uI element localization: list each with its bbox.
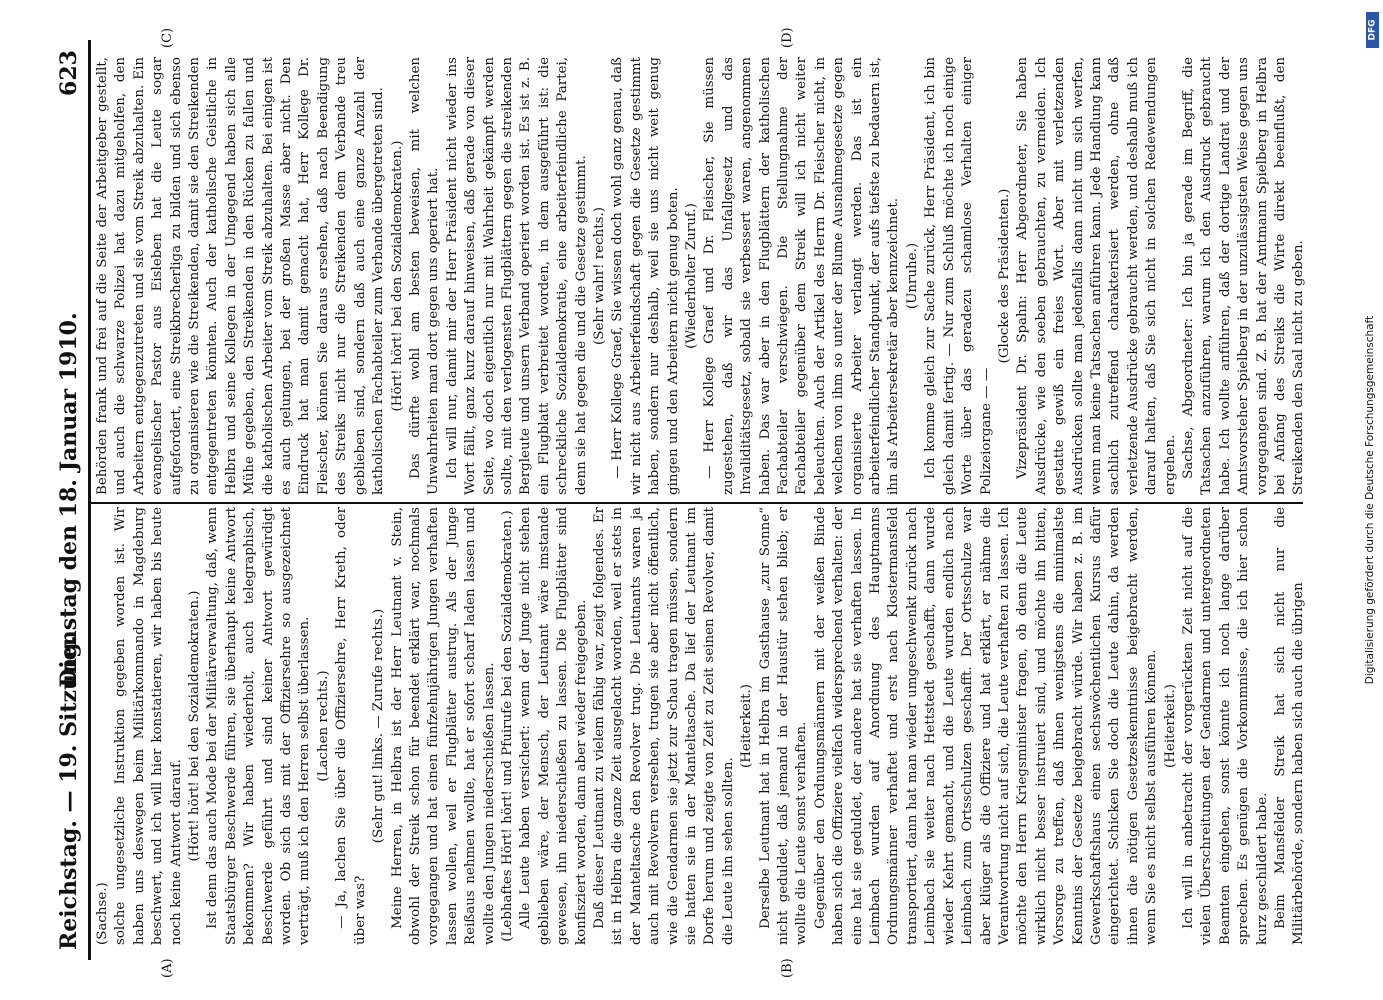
paragraph: Ist denn das auch Mode bei der Militärverwaltung, daß, wenn Staatsbürger Beschwerde führen, sie überhaupt keine Antwort bekommen? Wir haben wiederholt, auch telegraphisch, Beschwerde geführt und sind keiner Antwort gewürdigt worden. Ob sich das mit der Offiziersehre so ausgezeichnet verträgt, muß ich den Herren selbst überlassen.	[205, 507, 313, 945]
column-divider	[88, 502, 1303, 504]
dfg-logo: DFG	[1366, 12, 1379, 48]
paragraph: Meine Herren, in Helbra ist der Herr Leutnant v. Stein, obwohl der Streik schon für beendet erklärt war, nochmals vorgegangen und hat einen fünfzehnjährigen Jungen verhaften lassen wollen, weil er Flugblätter austrug. Als der Junge Reißaus nehmen wollte, hat er sofort scharf laden lassen und wollte den Jungen niederschießen lassen.	[389, 507, 497, 945]
paragraph: Daß dieser Leutnant zu vielem fähig war, zeigt folgendes. Er ist in Helbra die ganze Zeit ausgelacht worden, weil er stets in der Manteltasche den Revolver trug. Die Leutnants waren ja auch mit Revolvern versehen, trugen sie aber nicht öffentlich, wie die Gendarmen sie jetzt zur Schau tragen müssen, sondern sie hatten sie in der Manteltasche. Da lief der Leutnant im Dorfe herum und zeigte von Zeit zu Zeit seinen Revolver, damit die Leute ihn sehen sollten.	[591, 507, 736, 945]
margin-marker-d: (D)	[780, 27, 795, 48]
paragraph: Das dürfte wohl am besten beweisen, mit welchen Unwahrheiten man dort gegen uns operiert hat.	[407, 57, 442, 495]
paragraph: Alle Leute haben versichert: wenn der Junge nicht stehen geblieben wäre, der Mensch, der Leutnant wäre imstande gewesen, ihn niederschießen zu lassen. Die Flugblätter sind konfisziert worden, dann aber wieder freigegeben.	[518, 507, 589, 945]
margin-marker-c: (C)	[160, 27, 175, 48]
interjection: (Wiederholter Zuruf.)	[684, 203, 699, 349]
right-column	[94, 57, 1307, 495]
paragraph: Sachse, Abgeordneter: Ich bin ja gerade im Begriff, die Tatsachen anzuführen, warum ich den Ausdruck gebraucht habe. Ich wollte anführen, daß der dortige Landrat und der Amtsvorsteher Spielberg in der unzulässigsten Weise gegen uns vorgegangen sind. Z. B. hat der Amtmann Spielberg in Helbra bei Anfang des Streiks die Wirte direkt beeinflußt, den Streikenden den Saal nicht zu geben.	[1180, 57, 1307, 495]
interjection: (Hört! hört! bei den Sozialdemokraten.)	[187, 590, 203, 862]
interjection: (Lachen rechts.)	[315, 670, 331, 782]
paragraph: Ich komme gleich zur Sache zurück, Herr Präsident, ich bin gleich damit fertig. — Nur zum Schluß möchte ich noch einige Worte über das geradezu schamlose Verhalten einiger Polizeiorgane — —	[923, 57, 994, 495]
header-session: Reichstag. — 19. Sitzung.	[56, 634, 82, 950]
interjection: (Heiterkeit.)	[1162, 684, 1178, 768]
interjection: (Hört! hört! bei den Sozialdemokraten.)	[389, 140, 405, 412]
paragraph: — Ja, lachen Sie über die Offiziersehre, Herr Kreth, oder über was?	[334, 507, 368, 945]
paragraph: — Herr Kollege Graef und Dr. Fleischer, Sie müssen zugestehen, daß wir das Unfallgesetz und das Invaliditätsgesetz, sobald sie verbessert waren, angenommen haben. Das war aber in den Flugblättern der katholischen Fachabteiler verschwiegen. Die Stellungnahme der Fachabteiler gegenüber dem Streik will ich nicht weiter beleuchten. Auch der Artikel des Herrn Dr. Fleischer nicht, in welchem von ihm so unter der Blume Ausnahmegesetze gegen organisierte Arbeiter verlangt werden. Das ist ein arbeiterfeindlicher Standpunkt, der aufs tiefste zu bedauern ist, ihn als Arbeitersekretär aber kennzeichnet.	[702, 57, 902, 495]
page-number: 623	[56, 50, 82, 96]
paragraph: solche ungesetzliche Instruktion gegeben worden ist. Wir haben uns deswegen beim Militärkommando in Magdeburg beschwert, und ich will hier konstatieren, wir haben bis heute noch keine Antwort darauf.	[113, 507, 184, 945]
margin-marker-b: (B)	[780, 958, 795, 978]
interjection: (Sehr gut! links. — Zurufe rechts.)	[371, 608, 387, 844]
paragraph: — Herr Kollege Graef, Sie wissen doch wohl ganz genau, daß wir nicht aus Arbeiterfeindschaft gegen die Gesetze gestimmt haben, sondern nur deshalb, weil sie uns nicht weit genug gingen und den Arbeitern nicht genug boten.	[610, 57, 681, 495]
paragraph: (Sachse.)	[95, 882, 110, 945]
paragraph: Gegenüber den Ordnungsmännern mit der weißen Binde haben sich die Offiziere vielfach widersprechend verhalten: der eine hat sie geduldet, der andere hat sie verhaften lassen. In Leimbach wurden auf Anordnung des Hauptmanns Ordnungsmänner verhaftet und erst nach Klostermansfeld transportiert, dann hat man wieder umgeschwenkt zurück nach Leimbach sie weiter nach Hettstedt geschafft, dann wurde wieder Kehrt gemacht, und die Leute wurden endlich nach Leimbach zum Ortsschulzen geschafft. Der Ortsschulze war aber klüger als die Offiziere und hat erklärt, er nähme die Verantwortung nicht auf sich, die Leute verhaften zu lassen. Ich möchte den Herrn Kriegsminister fragen, ob denn die Leute wirklich nicht besser instruiert sind, und möchte ihn bitten, Vorsorge zu treffen, daß ihnen wenigstens die minimalste Kenntnis der Gesetze beigebracht würde. Wir haben z. B. im Gewerkschaftshaus einen sechswöchentlichen Kursus dafür eingerichtet. Schicken Sie doch die Leute dahin, da werden ihnen die nötigen Gesetzeskenntnisse beigebracht werden, wenn Sie es nicht selbst ausführen können.	[812, 507, 1160, 945]
paragraph: Ich will in anbetracht der vorgerückten Zeit nicht auf die vielen Überschreitungen der Gendarmen und untergeordneten Beamten eingehen, sonst könnte ich noch lange darüber sprechen. Es genügen die Vorkommnisse, die ich hier schon kurz geschildert habe.	[1180, 507, 1270, 945]
paragraph: Derselbe Leutnant hat in Helbra im Gasthause „zur Sonne“ nicht geduldet, daß jemand in der Haustür stehen blieb; er wollte die Leute sonst verhaften.	[757, 507, 810, 945]
interjection: (Sehr wahr! rechts.)	[591, 207, 607, 345]
paragraph: Behörden frank und frei auf die Seite der Arbeitgeber gestellt, und auch die schwarze Polizei hat dazu mitgeholfen, den Arbeitern entgegenzutreten und sie vom Streik abzuhalten. Ein evangelischer Pastor aus Eisleben hat die Leute sogar aufgefordert, eine Streikbrecherliga zu bilden und sich ebenso zu organisieren wie die Streikenden, damit sie den Streikenden entgegentreten könnten. Auch der katholische Geistliche in Helbra und seine Kollegen in der Umgegend haben sich alle Mühe gegeben, den Streikenden in den Rücken zu fallen und die katholischen Arbeiter vom Streik abzuhalten. Bei einigen ist es auch gelungen, bei der großen Masse aber nicht. Den Eindruck hat man damit gemacht hat, Herr Kollege Dr. Fleischer, können Sie daraus ersehen, daß nach Beendigung des Streiks nicht nur die Streikenden dem Verbande treu geblieben sind, sondern daß auch eine ganze Anzahl der katholischen Fachabteiler zum Verbande übergetreten sind.	[95, 57, 387, 495]
paragraph: Vizepräsident Dr. Spahn: Herr Abgeordneter, Sie haben Ausdrücke, wie den soeben gebrauchten, zu vermeiden. Ich gestatte gewiß ein freies Wort. Aber mit verletzenden Ausdrücken sollte man jedenfalls dann nicht um sich werfen, wenn man keine Tatsachen anführen kann. Jede Handlung kann sachlich zutreffend charakterisiert werden, ohne daß verletzende Ausdrücke gebraucht werden, und deshalb muß ich darauf halten, daß Sie sich nicht in solchen Redewendungen ergehen.	[1015, 57, 1178, 495]
paragraph: Beim Mansfelder Streik hat sich nicht nur die Militärbehörde, sondern haben sich auch die übrigen	[1273, 507, 1307, 945]
interjection: (Lebhaftes Hört! hört! und Pfuirufe bei den Sozialdemokraten.)	[499, 510, 515, 942]
digitization-credit: Digitalisierung gefördert durch die Deutsche Forschungsgemeinschaft	[1364, 315, 1376, 685]
paragraph: Ich will nur, damit mir der Herr Präsident nicht wieder ins Wort fällt, ganz kurz darauf hinweisen, daß gerade von dieser Seite, wo doch eigentlich nur mit Wahrheit gekämpft werden sollte, mit den verlogensten Flugblättern gegen die streikenden Bergleute und unsern Verband operiert worden ist. Es ist z. B. ein Flugblatt verbreitet worden, in dem ausgeführt ist: die schreckliche Sozialdemokratie, eine arbeiterfeindliche Partei, denn sie hat gegen die und die Gesetze gestimmt.	[444, 57, 589, 495]
header-date: Dienstag den 18. Januar 1910.	[56, 312, 82, 688]
left-column	[94, 507, 1307, 945]
header-rule	[88, 40, 91, 960]
interjection: (Heiterkeit.)	[739, 684, 755, 768]
margin-marker-a: (A)	[160, 958, 175, 978]
interjection: (Glocke des Präsidenten.)	[996, 188, 1012, 364]
page-header	[56, 40, 86, 960]
interjection: (Unruhe.)	[904, 242, 920, 310]
